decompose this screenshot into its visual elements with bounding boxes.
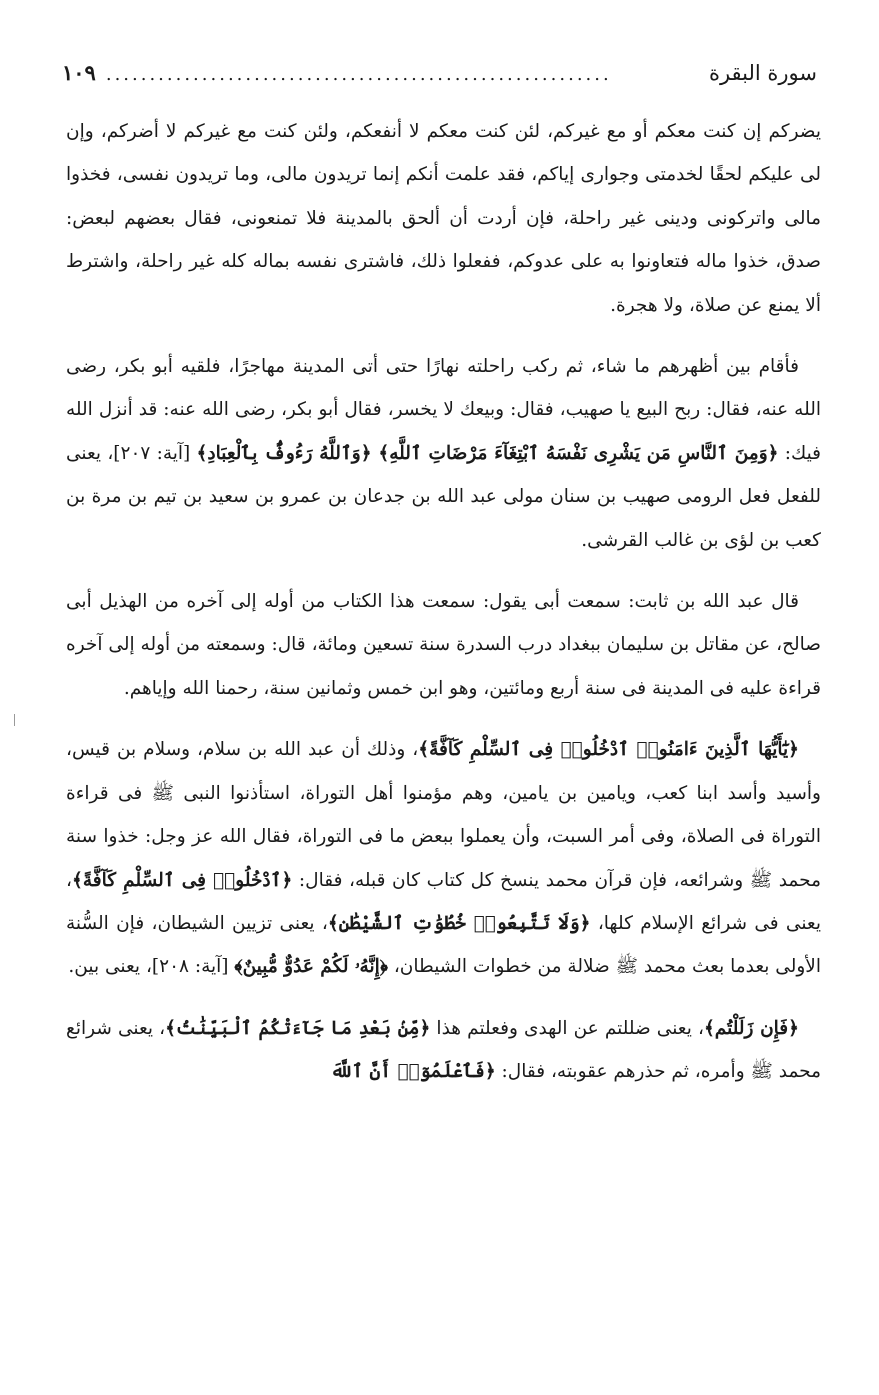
quran-verse: ﴿مِّنۢ بَعْدِ مَا جَآءَتْكُمُ ٱلْبَيِّنَٰتُ﴾ (165, 1017, 431, 1039)
text-segment: يضركم إن كنت معكم أو مع غيركم، لئن كنت معكم لا أنفعكم، ولئن كنت مع غيركم لا أضركم، وإن لى عليكم لحقًا لخدمتى وجوارى إياكم، فقد علمت أنكم إنما تريدون مالى، وما تريدون نفسى، فخذوا مالى واتركونى ودينى غير راحلة، فإن أردت أن ألحق بالمدينة فلا تمنعونى، فقال بعضهم لبعض: صدق، خذوا ماله فتعاونوا به على عدوكم، ففعلوا ذلك، فاشترى نفسه بماله كله غير راحلة، واشترط ألا يمنع عن صلاة، ولا هجرة. (66, 121, 821, 316)
text-segment: ، يعنى تزيين الشيطان، فإن السُّنة الأولى بعدما بعث محمد ﷺ ضلالة من خطوات الشيطان، (66, 912, 821, 978)
paragraph (66, 110, 821, 327)
text-segment: ، وذلك أن عبد الله بن سلام، وسلام بن قيس، وأسيد وأسد ابنا كعب، ويامين بن يامين، وهم مؤمنوا أهل التوراة، استأذنوا النبى ﷺ فى قراءة التوراة فى الصلاة، وفى أمر السبت، وأن يعملوا ببعض ما فى التوراة، فقال الله عز وجل: خذوا سنة محمد ﷺ وشرائعه، فإن قرآن محمد ينسخ كل كتاب كان قبله، فقال: (66, 739, 821, 891)
margin-mark (14, 714, 15, 726)
page-header (62, 56, 817, 88)
body-text (66, 110, 821, 1112)
text-segment: ، يعنى شرائع محمد ﷺ وأمره، ثم حذرهم عقوبته، فقال: (66, 1017, 821, 1083)
quran-verse: ﴿وَلَا تَتَّبِعُوا۟ خُطُوَٰتِ ٱلشَّيْطَٰنِ﴾ (327, 912, 591, 934)
running-title: سورة البقرة (708, 61, 817, 85)
page-number: ١٠٩ (62, 60, 96, 85)
paragraph (66, 345, 821, 562)
paragraph (66, 1007, 821, 1094)
quran-verse: ﴿فَٱعْلَمُوٓا۟ أَنَّ ٱللَّهَ (330, 1061, 496, 1083)
quran-verse: ﴿وَمِنَ ٱلنَّاسِ مَن يَشْرِى نَفْسَهُ ٱبْتِغَآءَ مَرْضَاتِ ٱللَّهِ﴾ ﴿وَٱللَّهُ رَءُوفٌۢ بِٱلْعِبَادِ﴾ (196, 442, 779, 464)
quran-verse: ﴿يَٰٓأَيُّهَا ٱلَّذِينَ ءَامَنُوا۟ ٱدْخُلُوا۟ فِى ٱلسِّلْمِ كَآفَّةً﴾ (418, 739, 800, 761)
text-segment: [آية: ٢٠٧]، يعنى للفعل فعل الرومى صهيب بن سنان مولى عبد الله بن جدعان بن عمرو بن سعيد بن تيم بن مرة بن كعب بن لؤى بن غالب القرشى. (66, 442, 821, 551)
text-segment: قال عبد الله بن ثابت: سمعت أبى يقول: سمعت هذا الكتاب من أوله إلى آخره من الهذيل أبى صالح، عن مقاتل بن سليمان ببغداد درب السدرة سنة تسعين ومائة، قال: وسمعته من أوله إلى آخره قراءة عليه فى المدينة فى سنة أربع ومائتين، وهو ابن خمس وثمانين سنة، رحمنا الله وإياهم. (66, 591, 821, 699)
text-segment: ، يعنى ضللتم عن الهدى وفعلتم هذا (430, 1017, 704, 1039)
text-segment: [آية: ٢٠٨]، يعنى بين. (68, 956, 235, 978)
paragraph (66, 728, 821, 988)
quran-verse: ﴿ٱدْخُلُوا۟ فِى ٱلسِّلْمِ كَآفَّةً﴾ (71, 869, 293, 891)
quran-verse: ﴿فَإِن زَلَلْتُم﴾ (703, 1017, 799, 1039)
text-segment: فأقام بين أظهرهم ما شاء، ثم ركب راحلته نهارًا حتى أتى المدينة مهاجرًا، فلقيه أبو بكر، رضى الله عنه، فقال: ربح البيع يا صهيب، فقال: وبيعك لا يخسر، فقال أبو بكر، رضى الله عنه: قد أنزل الله فيك: (66, 356, 822, 464)
quran-verse: ﴿إِنَّهُۥ لَكُمْ عَدُوٌّ مُّبِينٌ﴾ (234, 956, 388, 978)
text-segment: ، يعنى فى شرائع الإسلام كلها، (66, 869, 822, 934)
paragraph (66, 580, 821, 710)
leader-dots: .......................................................... (105, 64, 612, 85)
